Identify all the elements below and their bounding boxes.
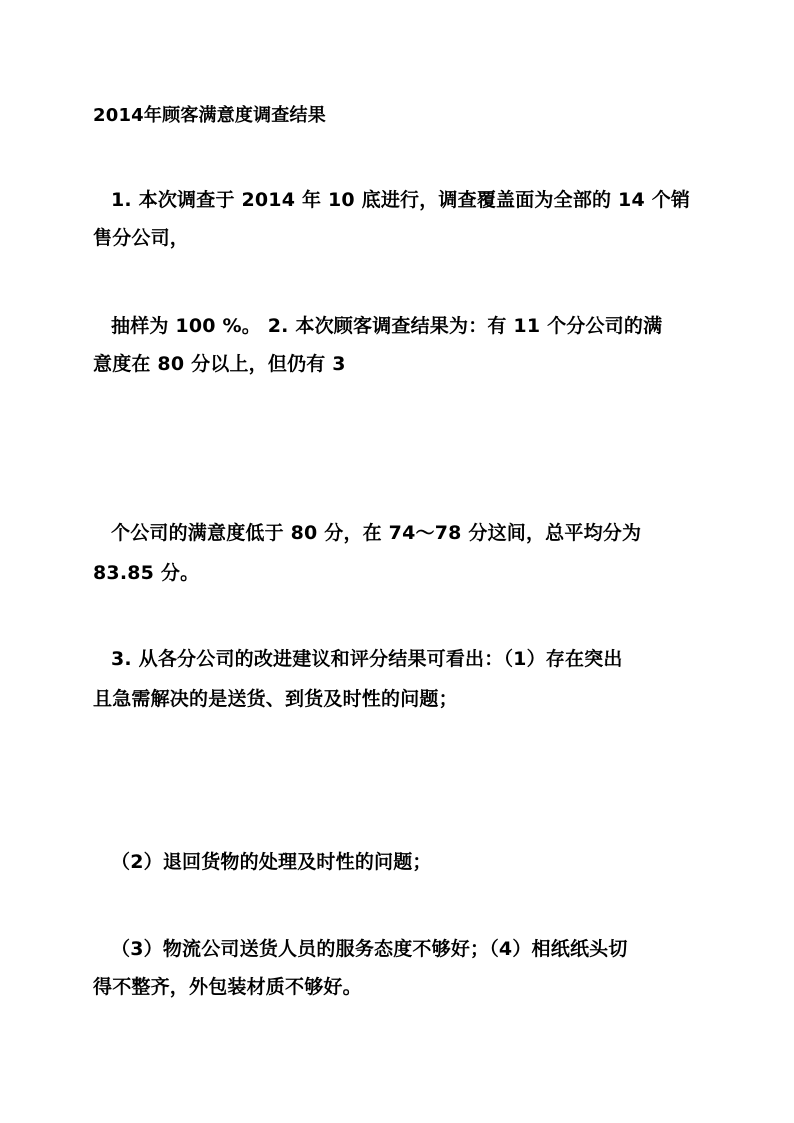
paragraph-line-8: 且急需解决的是送货、到货及时性的问题；: [93, 688, 458, 710]
document-title: 2014年顾客满意度调查结果: [93, 105, 326, 126]
paragraph-line-11: 得不整齐，外包装材质不够好。: [93, 976, 362, 998]
paragraph-line-10: （3）物流公司送货人员的服务态度不够好；（4）相纸纸头切: [111, 938, 628, 960]
paragraph-line-2: 售分公司，: [93, 227, 190, 249]
paragraph-line-5: 个公司的满意度低于 80 分，在 74～78 分这间，总平均分为: [111, 522, 642, 544]
paragraph-line-7: 3. 从各分公司的改进建议和评分结果可看出：（1）存在突出: [111, 648, 623, 670]
paragraph-line-9: （2）退回货物的处理及时性的问题；: [111, 851, 432, 873]
paragraph-line-4: 意度在 80 分以上，但仍有 3: [93, 353, 346, 375]
paragraph-line-6: 83.85 分。: [93, 562, 200, 584]
paragraph-line-1: 1. 本次调查于 2014 年 10 底进行，调查覆盖面为全部的 14 个销: [111, 189, 691, 211]
paragraph-line-3: 抽样为 100 %。 2. 本次顾客调查结果为：有 11 个分公司的满: [111, 315, 663, 337]
